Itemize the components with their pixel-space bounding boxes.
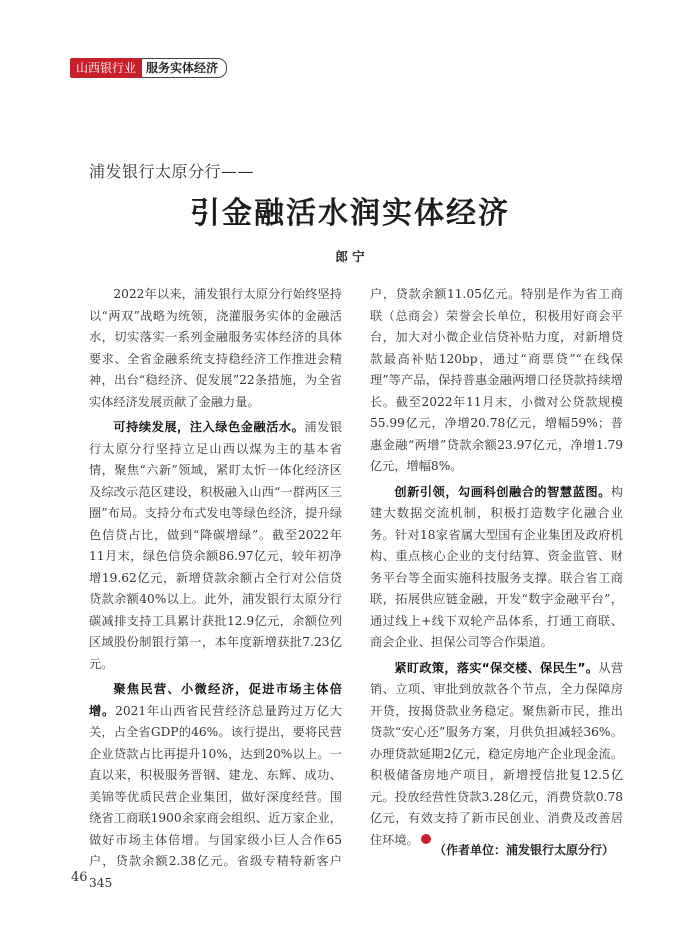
right-column: [370, 284, 623, 851]
paragraph-intro: 2022年以来，浦发银行太原分行始终坚持以“两双”战略为统领，浇灌服务实体的金融活水，切实落实一系列金融服务实体经济的具体要求、全省金融系统支持稳经济工作推进会精神，出台“稳经济、促发展”22条措施，为全省实体经济发展贡献了金融力量。: [89, 287, 342, 409]
section-tag: 山西银行业: [70, 58, 142, 78]
paragraph-private-economy: [89, 679, 342, 894]
section-header: [70, 58, 227, 78]
paragraph-body: 构建大数据交流机制，积极打造数字化融合业务。针对18家省属大型国有企业集团及政府机构、重点核心企业的支付结算、资金监管、财务平台等全面实施科技服务支撑。联合省工商联，拓展供应链金融，开发“数字金融平台”，通过线上+线下双轮产品体系，打通工商联、商会企业、担保公司等合作渠道。: [370, 484, 623, 649]
paragraph-continued: 户，贷款余额11.05亿元。特别是作为省工商联（总商会）荣誉会长单位，积极用好商会平台，加大对小微企业信贷补贴力度，对新增贷款最高补贴120bp，通过“商票贷”“在线保理”等产品，保持普惠金融两增口径贷款持续增长。截至2022年11月末，小微对公贷款规模55.99亿元，净增20.78亿元，增幅59%；普惠金融“两增”贷款余额23.97亿元，净增1.79亿元，增幅8%。: [370, 287, 623, 473]
paragraph-body: 从营销、立项、审批到放款各个节点，全力保障房开贷，按揭贷款业务稳定。聚焦新市民，推出贷款“安心还”服务方案，月供负担减轻36%。办理贷款延期2亿元，稳定房地产企业现金流。积极储备房地产项目，新增授信批复12.5亿元。投放经营性贷款3.28亿元，消费贷款0.78亿元，有效支持了新市民创业、消费及改善居住环境。: [370, 660, 624, 847]
topic-tag: 服务实体经济: [142, 58, 227, 78]
paragraph-green-finance: [89, 417, 342, 675]
paragraph-body: 浦发银行太原分行坚持立足山西以煤为主的基本省情，聚焦“六新”领域，紧盯太忻一体化经济区及综改示范区建设，积极融入山西“一群两区三圈”布局。支持分布式发电等绿色经济，提升绿色信贷占比，做到“降碳增绿”。截至2022年11月末，绿色信贷余额86.97亿元，较年初净增19.62亿元，新增贷款余额占全行对公信贷贷款余额40%以上。此外，浦发银行太原分行碳减排支持工具累计获批12.9亿元，余额位列区域股份制银行第一，本年度新增获批7.23亿元。: [89, 420, 343, 671]
author-affiliation: （作者单位：浦发银行太原分行）: [433, 843, 614, 857]
article-title: 引金融活水润实体经济: [190, 196, 510, 231]
paragraph-housing: [370, 658, 623, 852]
page-number: 46: [71, 870, 88, 885]
section-lead-green: 可持续发展，注入绿色金融活水。: [113, 420, 305, 434]
end-mark-icon: [421, 834, 431, 844]
section-lead-innovation: 创新引领，勾画科创融合的智慧蓝图。: [394, 484, 611, 499]
section-lead-private: 聚焦民营、小微经济，促进市场主体倍增。: [89, 682, 342, 718]
article-kicker: 浦发银行太原分行——: [89, 162, 255, 181]
paragraph-innovation: [370, 482, 623, 654]
left-column: [89, 284, 342, 894]
section-lead-housing: 紧盯政策，落实“保交楼、保民生”。: [394, 660, 599, 675]
article-author: 郎 宁: [335, 249, 365, 264]
paragraph-body: 2021年山西省民营经济总量跨过万亿大关，占全省GDP的46%。该行提出，要将民营企业贷款占比再提升10%，达到20%以上。一直以来，积极服务晋钢、建龙、东辉、成功、美锦等优质民营企业集团，做好深度经营。围绕省工商联1900余家商会组织、近万家企业，做好市场主体倍增。与国家级小巨人合作65户，贷款余额2.38亿元。省级专精特新客户345: [89, 703, 342, 890]
